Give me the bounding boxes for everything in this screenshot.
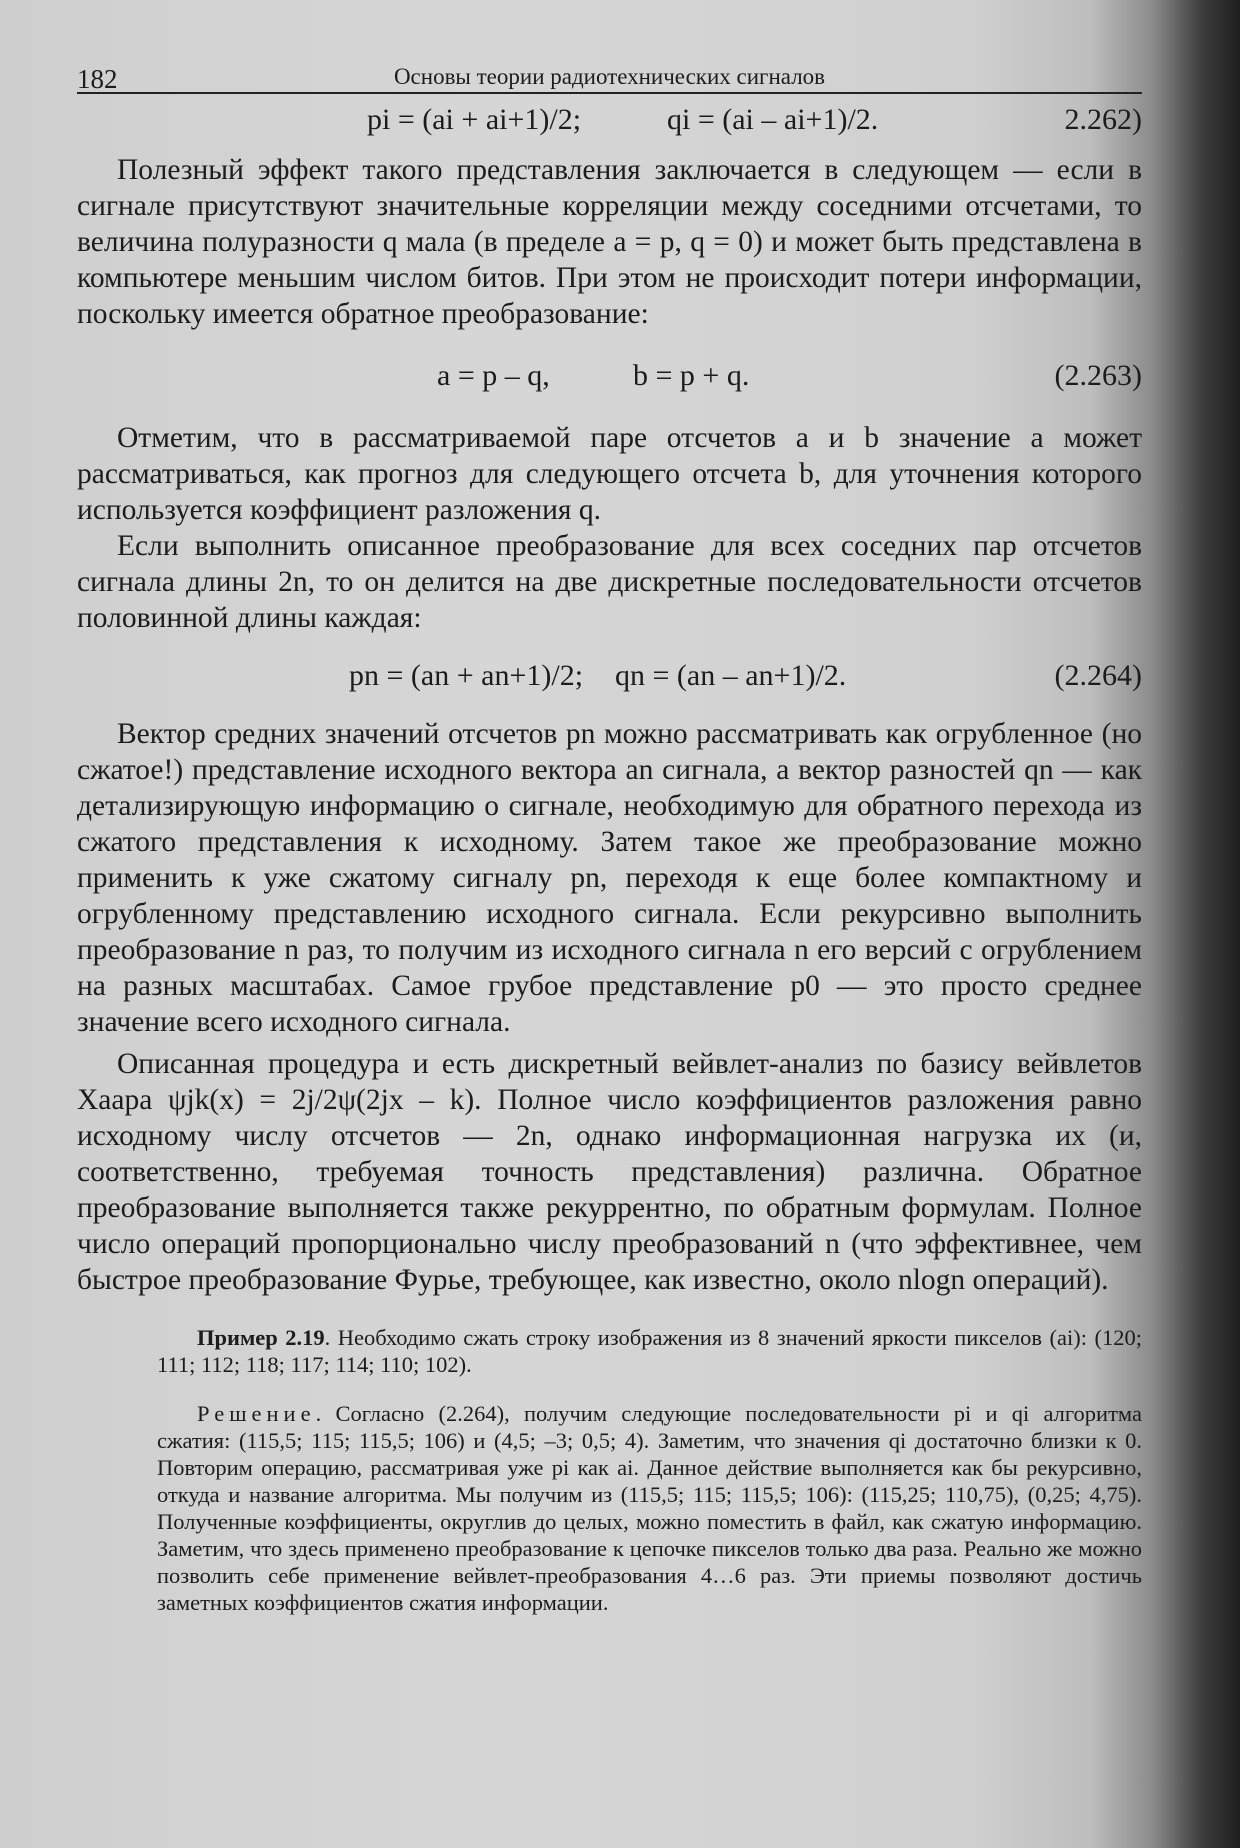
equation-2-263: [77, 348, 1142, 408]
page-content: [77, 40, 1142, 1616]
solution-label: Решение: [197, 1401, 316, 1426]
equation-number: (2.263): [1054, 359, 1142, 392]
equation-right: qn = (an – an+1)/2.: [615, 659, 847, 692]
page-number: 182: [77, 64, 118, 94]
running-title: Основы теории радиотехнических сигналов: [393, 64, 826, 89]
paragraph-3: Если выполнить описанное преобразование для всех соседних пар отсчетов сигнала длины 2n, то он делится на две дискретные последовательности отсчетов половинной длины каждая:: [77, 530, 1142, 634]
example-block: [77, 1324, 1142, 1378]
paragraph-4: Вектор средних значений отсчетов pn можно рассматривать как огрубленное (но сжатое!) представление исходного вектора an сигнала, а вектор разностей qn — как детализирующую информацию о сигнале, необходимую для обратного перехода из сжатого представления к исходному. Затем такое же преобразование можно применить к уже сжатому сигналу pn, переходя к еще более компактному и огрубленному представлению исходного сигнала. Если рекурсивно выполнить преобразование n раз, то получим из исходного сигнала n его версий с огрублением на разных масштабах. Самое грубое представление p0 — это просто среднее значение всего исходного сигнала.: [77, 718, 1142, 1038]
paragraph-5: Описанная процедура и есть дискретный вейвлет-анализ по базису вейвлетов Хаара ψjk(x) = 2j/2ψ(2jx – k). Полное число коэффициентов разложения равно исходному числу отсчетов — 2n, однако информационная нагрузка их (и, соответственно, требуемая точность представления) различна. Обратное преобразование выполняется также рекуррентно, по обратным формулам. Полное число операций пропорционально числу преобразований n (что эффективнее, чем быстрое преобразование Фурье, требующее, как известно, около nlogn операций).: [77, 1048, 1142, 1296]
equation-left: a = p – q,: [437, 359, 550, 392]
example-label: Пример 2.19: [197, 1325, 325, 1350]
equation-2-264: [77, 650, 1142, 710]
example-text: . Необходимо сжать строку изображения из 8 значений яркости пикселов (ai): (120; 111; 112; 118; 117; 114; 110; 102).: [157, 1325, 1142, 1377]
equation-left: pn = (an + an+1)/2;: [349, 659, 584, 692]
equation-right: qi = (ai – ai+1)/2.: [667, 103, 879, 136]
solution-text: . Согласно (2.264), получим следующие последовательности pi и qi алгоритма сжатия: (115,5; 115; 115,5; 106) и (4,5; –3; 0,5; 4). Заметим, что значения qi достаточно близки к 0. Повторим операцию, рассматривая уже pi как ai. Данное действие выполняется как бы рекурсивно, откуда и название алгоритма. Мы получим из (115,5; 115; 115,5; 106): (115,25; 110,75), (0,25; 4,75). Полученные коэффициенты, округлив до целых, можно поместить в файл, как сжатую информацию. Заметим, что здесь применено преобразование к цепочке пикселов только два раза. Реально же можно позволить себе применение вейвлет-преобразования 4…6 раз. Эти приемы позволяют достичь заметных коэффициентов сжатия информации.: [157, 1401, 1142, 1615]
solution-block: [77, 1400, 1142, 1616]
equation-2-262: [77, 94, 1142, 142]
page-header: [77, 40, 1142, 94]
equation-left: pi = (ai + ai+1)/2;: [367, 103, 582, 136]
equation-right: b = p + q.: [633, 359, 750, 392]
paragraph-2: Отметим, что в рассматриваемой паре отсчетов a и b значение a может рассматриваться, как прогноз для следующего отсчета b, для уточнения которого используется коэффициент разложения q.: [77, 422, 1142, 526]
equation-number: 2.262): [1064, 103, 1142, 136]
equation-number: (2.264): [1054, 659, 1142, 692]
paragraph-1: Полезный эффект такого представления заключается в следующем — если в сигнале присутствуют значительные корреляции между соседними отсчетами, то величина полуразности q мала (в пределе a = p, q = 0) и может быть представлена в компьютере меньшим числом битов. При этом не происходит потери информации, поскольку имеется обратное преобразование:: [77, 154, 1142, 330]
